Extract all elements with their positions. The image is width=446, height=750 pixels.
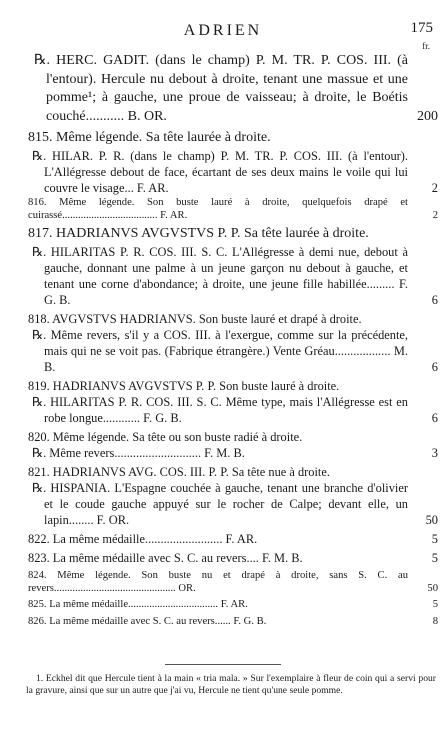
catalogue-entry (0, 569, 446, 595)
footnote-divider (165, 664, 281, 665)
entry-value: 50 (425, 512, 438, 527)
entry-text: 821. HADRIANVS AVG. COS. III. P. P. Sa tête nue à droite. (28, 464, 330, 479)
catalogue-entry (0, 550, 446, 566)
currency-unit: fr. (422, 41, 430, 51)
entry-text: ℞. Même revers............................ F. M. B. (32, 445, 245, 460)
catalogue-entry (0, 531, 446, 547)
entry-value: 2 (431, 180, 438, 195)
entry-text: 820. Même légende. Sa tête ou son buste radié à droite. (28, 429, 303, 444)
catalogue-entries (0, 52, 446, 628)
entry-text: 815. Même légende. Sa tête laurée à droite. (28, 130, 271, 146)
entry-value: 5 (431, 550, 438, 565)
catalogue-entry-reverse (0, 480, 446, 528)
entry-value: 200 (417, 108, 438, 124)
footnote: 1. Eckhel dit que Hercule tient à la main « tria mala. » Sur l'exemplaire à fleur de coin qui a servi pour la gravure, ainsi que sur un autre que j'ai vu, Hercule ne tient qu'une seule pomme. (26, 673, 436, 696)
entry-text: ℞. Même revers, s'il y a COS. III. à l'exergue, comme sur la précédente, mais qui ne se voit pas. (Fabrique étrangère.) Vente Gréau.................. M. B. (32, 327, 408, 374)
catalogue-entry (0, 225, 446, 244)
page-header (0, 20, 446, 51)
entry-text: 826. La même médaille avec S. C. au revers...... F. G. B. (28, 615, 267, 627)
entry-text: 825. La même médaille.................................. F. AR. (28, 599, 248, 611)
catalogue-entry-reverse (0, 445, 446, 461)
catalogue-entry-reverse (0, 148, 446, 196)
catalogue-entry (0, 129, 446, 148)
entry-text: 818. AVGVSTVS HADRIANVS. Son buste lauré et drapé à droite. (28, 311, 362, 326)
catalogue-entry (0, 429, 446, 445)
catalogue-entry (0, 311, 446, 327)
entry-text: ℞. HERC. GADIT. (dans le champ) P. M. TR. P. COS. III. (à l'entour). Hercule nu debout à droite, tenant une massue et une pomme¹; à gauche, une proue de vaisseau; à droite, le Boétis couché........... B. OR. (34, 53, 408, 124)
catalogue-entry-reverse (0, 52, 446, 126)
entry-value: 6 (431, 410, 438, 425)
catalogue-entry-reverse (0, 244, 446, 308)
entry-text: ℞. HISPANIA. L'Espagne couchée à gauche, tenant une branche d'olivier et le coude gauche appuyé sur le rocher de Calpe; devant elle, un lapin........ F. OR. (32, 480, 408, 527)
entry-text: 817. HADRIANVS AVGVSTVS P. P. Sa tête laurée à droite. (28, 226, 369, 242)
entry-value: 6 (431, 359, 438, 374)
entry-value: 3 (431, 445, 438, 460)
catalogue-entry (0, 196, 446, 222)
entry-value: 2 (432, 210, 438, 222)
entry-value: 5 (431, 531, 438, 546)
catalogue-entry-reverse (0, 394, 446, 426)
entry-text: 824. Même légende. Son buste nu et drapé à droite, sans S. C. au revers.............................................. OR. (28, 569, 408, 595)
entry-text: 819. HADRIANVS AVGVSTVS P. P. Son buste lauré à droite. (28, 378, 340, 393)
catalogue-entry (0, 615, 446, 628)
entry-value: 5 (432, 599, 438, 611)
entry-text: ℞. HILARITAS P. R. COS. III. S. C. L'Allégresse à demi nue, debout à gauche, donnant une palme à un jeune garçon nu debout à gauche, et tenant une corne d'abondance; à droite, une jeune fille habillée......... F. G. B. (32, 244, 408, 307)
entry-text: ℞. HILAR. P. R. (dans le champ) P. M. TR. P. COS. III. (à l'entour). L'Allégresse debout de face, écartant de ses deux mains le voile qui lui couvre le visage... F. AR. (32, 148, 408, 195)
entry-value: 6 (431, 292, 438, 307)
entry-text: 822. La même médaille......................... F. AR. (28, 531, 258, 546)
catalogue-entry (0, 464, 446, 480)
entry-text: ℞. HILARITAS P. R. COS. III. S. C. Même type, mais l'Allégresse est en robe longue............ F. G. B. (32, 394, 408, 425)
catalogue-entry-reverse (0, 327, 446, 375)
entry-text: 823. La même médaille avec S. C. au revers.... F. M. B. (28, 550, 303, 565)
entry-value: 50 (427, 583, 438, 595)
catalogue-entry (0, 378, 446, 394)
entry-text: 816. Même légende. Son buste lauré à droite, quelquefois drapé et cuirassé.................................... F. AR. (28, 196, 408, 222)
page-title: ADRIEN (183, 22, 263, 39)
page-number: 175 (410, 20, 433, 36)
catalogue-entry (0, 598, 446, 611)
entry-value: 8 (432, 615, 438, 627)
